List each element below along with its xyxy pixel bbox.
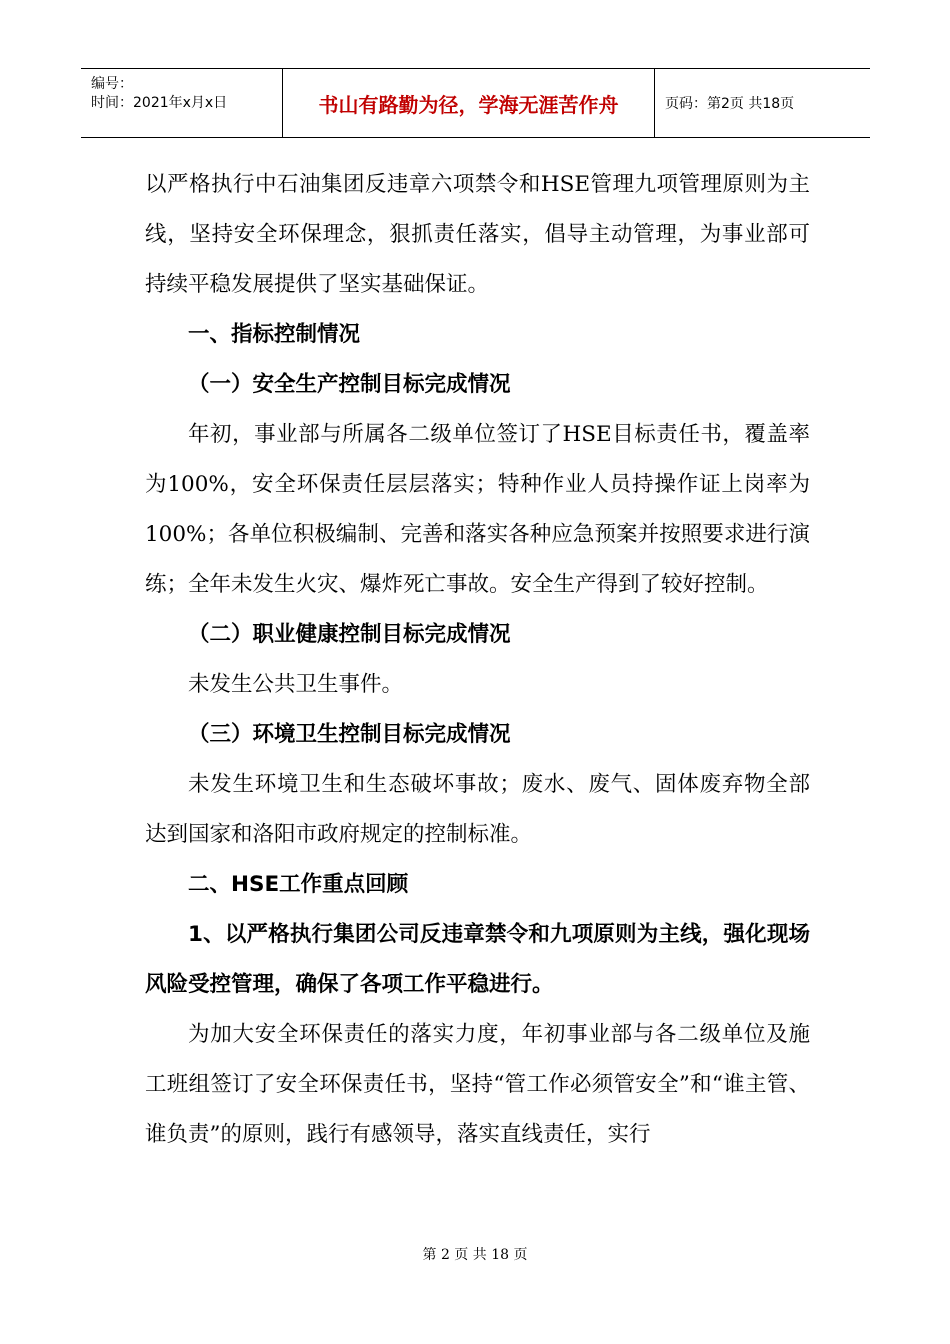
paragraph-1-1: 年初，事业部与所属各二级单位签订了HSE目标责任书，覆盖率为100%，安全环保责任层层落实；特种作业人员持操作证上岗率为100%；各单位积极编制、完善和落实各种应急预案并按照要求进行演练；全年未发生火灾、爆炸死亡事故。安全生产得到了较好控制。 [145,422,810,597]
header-page-number: 页码：第2页 共18页 [665,96,795,112]
section-heading-1: 一、指标控制情况 [188,322,361,347]
header-info-cell [81,69,283,137]
paragraph-1-3: 未发生环境卫生和生态破坏事故；废水、废气、固体废弃物全部达到国家和洛阳市政府规定的控制标准。 [145,772,810,847]
paragraph-1-2: 未发生公共卫生事件。 [188,672,404,697]
subsection-heading-2-1: 1、以严格执行集团公司反违章禁令和九项原则为主线，强化现场风险受控管理，确保了各项工作平稳进行。 [145,922,810,997]
subsection-heading-1-2: （二）职业健康控制目标完成情况 [188,622,511,647]
section-heading-2: 二、HSE工作重点回顾 [188,872,409,897]
document-body [145,160,810,1160]
document-header [81,68,870,138]
paragraph-2-1: 为加大安全环保责任的落实力度，年初事业部与各二级单位及施工班组签订了安全环保责任书，坚持“管工作必须管安全”和“谁主管、谁负责”的原则，践行有感领导，落实直线责任，实行 [145,1022,810,1147]
header-motto: 书山有路勤为径，学海无涯苦作舟 [318,92,619,117]
document-number-label: 编号： [91,76,133,92]
subsection-heading-1-1: （一）安全生产控制目标完成情况 [188,372,511,397]
document-time-label: 时间：2021年x月x日 [91,95,228,111]
page-footer: 第 2 页 共 18 页 [422,1247,528,1263]
subsection-heading-1-3: （三）环境卫生控制目标完成情况 [188,722,511,747]
intro-paragraph: 以严格执行中石油集团反违章六项禁令和HSE管理九项管理原则为主线，坚持安全环保理念，狠抓责任落实，倡导主动管理，为事业部可持续平稳发展提供了坚实基础保证。 [145,172,810,297]
header-page-cell [655,69,870,137]
header-motto-cell [283,69,655,137]
